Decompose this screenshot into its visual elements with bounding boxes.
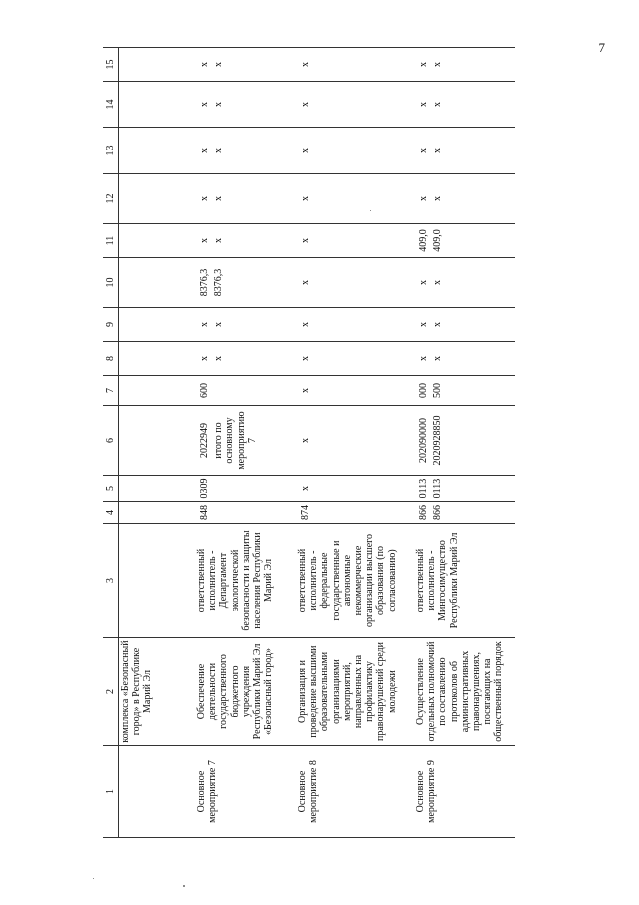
rzpr-cell xyxy=(414,476,515,502)
header-cell: 13 xyxy=(103,128,119,174)
measure-executor xyxy=(414,524,515,638)
header-cell: 15 xyxy=(103,48,119,82)
col15-value: x xyxy=(418,62,429,67)
grbs-value: 848 xyxy=(199,505,210,520)
cell xyxy=(119,128,196,174)
csr-value: x xyxy=(300,438,311,443)
col8-value: x xyxy=(432,356,444,361)
col12-cell xyxy=(414,174,515,224)
measure-name: Основное мероприятие 8 xyxy=(296,746,414,838)
header-cell: 6 xyxy=(103,406,119,476)
header-cell: 5 xyxy=(103,476,119,502)
rzpr-value: 0113 xyxy=(432,478,444,499)
measure-name: Основное мероприятие 9 xyxy=(414,746,515,838)
col11-value: x xyxy=(213,238,225,243)
col11-cell xyxy=(414,224,515,258)
grbs-cell xyxy=(296,502,414,524)
header-cell: 10 xyxy=(103,258,119,308)
header-cell: 12 xyxy=(103,174,119,224)
grbs-value: 866 xyxy=(432,505,444,520)
grbs-cell xyxy=(414,502,515,524)
col12-value: x xyxy=(432,196,444,201)
rzpr-cell xyxy=(296,476,414,502)
measure-description: Осуществление отдельных полномочий по составлению протоколов об административных правонарушениях, посягающих на общественный порядок xyxy=(414,638,515,746)
rotated-table-container xyxy=(103,48,505,838)
col9-cell xyxy=(414,308,515,342)
col12-value: x xyxy=(199,196,210,201)
col10-cell xyxy=(195,258,296,308)
header-cell: 14 xyxy=(103,82,119,128)
table-row-measure-8 xyxy=(296,48,414,838)
scan-speck xyxy=(370,210,371,211)
col11-cell xyxy=(195,224,296,258)
col11-value: 409,0 xyxy=(418,229,429,252)
csr-cell xyxy=(296,406,414,476)
cell xyxy=(119,308,196,342)
col9-value: x xyxy=(300,322,311,327)
executor-line: Мингосимущество Республики Марий Эл xyxy=(437,532,460,629)
col15-cell xyxy=(296,48,414,82)
col14-cell xyxy=(195,82,296,128)
col11-value: 409,0 xyxy=(432,229,444,252)
col8-cell xyxy=(414,342,515,376)
col10-value: 8376,3 xyxy=(199,268,210,297)
col12-cell xyxy=(296,174,414,224)
col11-value: x xyxy=(300,238,311,243)
col9-value: x xyxy=(199,322,210,327)
col13-value: x xyxy=(300,148,311,153)
grbs-cell xyxy=(195,502,296,524)
col13-cell xyxy=(414,128,515,174)
executor-line: ответственный исполнитель - xyxy=(415,548,438,613)
col11-cell xyxy=(296,224,414,258)
col12-value: x xyxy=(418,196,429,201)
col12-cell xyxy=(195,174,296,224)
page-number: 7 xyxy=(598,40,605,55)
col10-cell xyxy=(296,258,414,308)
col10-cell xyxy=(414,258,515,308)
col15-cell xyxy=(414,48,515,82)
rzpr-cell xyxy=(195,476,296,502)
csr-cell xyxy=(414,406,515,476)
col14-cell xyxy=(414,82,515,128)
csr-value: 202090000 xyxy=(418,418,429,463)
table-row-continuation xyxy=(119,48,196,838)
col12-value: x xyxy=(300,196,311,201)
col15-value: x xyxy=(432,62,444,67)
header-cell: 7 xyxy=(103,376,119,406)
header-cell: 1 xyxy=(103,746,119,838)
rzpr-value: x xyxy=(300,486,311,491)
col15-value: x xyxy=(300,62,311,67)
col9-value: x xyxy=(432,322,444,327)
header-cell: 4 xyxy=(103,502,119,524)
cell xyxy=(119,174,196,224)
vr-value: 000 xyxy=(418,383,429,398)
col15-value: x xyxy=(213,62,225,67)
col8-value: x xyxy=(418,356,429,361)
col8-cell xyxy=(296,342,414,376)
col15-cell xyxy=(195,48,296,82)
grbs-value: 866 xyxy=(418,505,429,520)
cell xyxy=(119,746,196,838)
program-table xyxy=(103,47,515,838)
measure-executor: ответственный исполнитель - федеральные государственные и автономные некоммерческие организации высшего образования (по согласованию) xyxy=(296,524,414,638)
col15-value: x xyxy=(199,62,210,67)
csr-cell xyxy=(195,406,296,476)
measure-description: Обеспечение деятельности государственного бюджетного учреждения Республики Марий Эл «Безопасный город» xyxy=(195,638,296,746)
rzpr-value: 0309 xyxy=(199,478,210,499)
col14-value: x xyxy=(432,102,444,107)
cell xyxy=(119,406,196,476)
col8-value: x xyxy=(300,356,311,361)
table-row-measure-7 xyxy=(195,48,296,838)
total-label: итого по основному мероприятию 7 xyxy=(213,411,258,470)
header-cell: 2 xyxy=(103,638,119,746)
col11-value: x xyxy=(199,238,210,243)
col14-value: x xyxy=(300,102,311,107)
header-cell: 8 xyxy=(103,342,119,376)
col13-cell xyxy=(296,128,414,174)
continuation-text: комплекса «Безопасный город» в Республике Марий Эл xyxy=(119,638,196,746)
vr-value: x xyxy=(300,388,311,393)
cell xyxy=(119,502,196,524)
col9-cell xyxy=(296,308,414,342)
measure-description: Организация и проведение высшими образовательными организациями мероприятий, направленных на профилактику правонарушений среди молодежи xyxy=(296,638,414,746)
header-cell: 3 xyxy=(103,524,119,638)
rzpr-value: 0113 xyxy=(418,478,429,499)
col8-value: x xyxy=(199,356,210,361)
col9-value: x xyxy=(213,322,225,327)
scan-speck xyxy=(93,878,94,879)
col10-value: 8376,3 xyxy=(213,268,225,297)
csr-value: 2020928850 xyxy=(432,415,444,466)
vr-value: 500 xyxy=(432,383,444,398)
vr-value: 600 xyxy=(199,383,210,398)
cell xyxy=(119,376,196,406)
vr-cell xyxy=(195,376,296,406)
grbs-value: 874 xyxy=(300,505,311,520)
col14-cell xyxy=(296,82,414,128)
col14-value: x xyxy=(199,102,210,107)
col13-value: x xyxy=(199,148,210,153)
scan-speck xyxy=(183,885,185,887)
col13-cell xyxy=(195,128,296,174)
col10-value: x xyxy=(432,280,444,285)
header-row xyxy=(103,48,119,838)
col13-value: x xyxy=(418,148,429,153)
col14-value: x xyxy=(418,102,429,107)
col8-cell xyxy=(195,342,296,376)
col14-value: x xyxy=(213,102,225,107)
table-row-measure-9 xyxy=(414,48,515,838)
cell xyxy=(119,342,196,376)
col9-cell xyxy=(195,308,296,342)
col8-value: x xyxy=(213,356,225,361)
cell xyxy=(119,48,196,82)
col10-value: x xyxy=(418,280,429,285)
vr-cell xyxy=(414,376,515,406)
cell xyxy=(119,524,196,638)
col13-value: x xyxy=(432,148,444,153)
measure-name: Основное мероприятие 7 xyxy=(195,746,296,838)
cell xyxy=(119,224,196,258)
vr-cell xyxy=(296,376,414,406)
header-cell: 11 xyxy=(103,224,119,258)
measure-executor: ответственный исполнитель - Департамент экологической безопасности и защиты населения Республики Марий Эл xyxy=(195,524,296,638)
cell xyxy=(119,82,196,128)
col9-value: x xyxy=(418,322,429,327)
col12-value: x xyxy=(213,196,225,201)
header-cell: 9 xyxy=(103,308,119,342)
csr-value: 2022949 xyxy=(199,423,210,458)
cell xyxy=(119,476,196,502)
col13-value: x xyxy=(213,148,225,153)
cell xyxy=(119,258,196,308)
col10-value: x xyxy=(300,280,311,285)
